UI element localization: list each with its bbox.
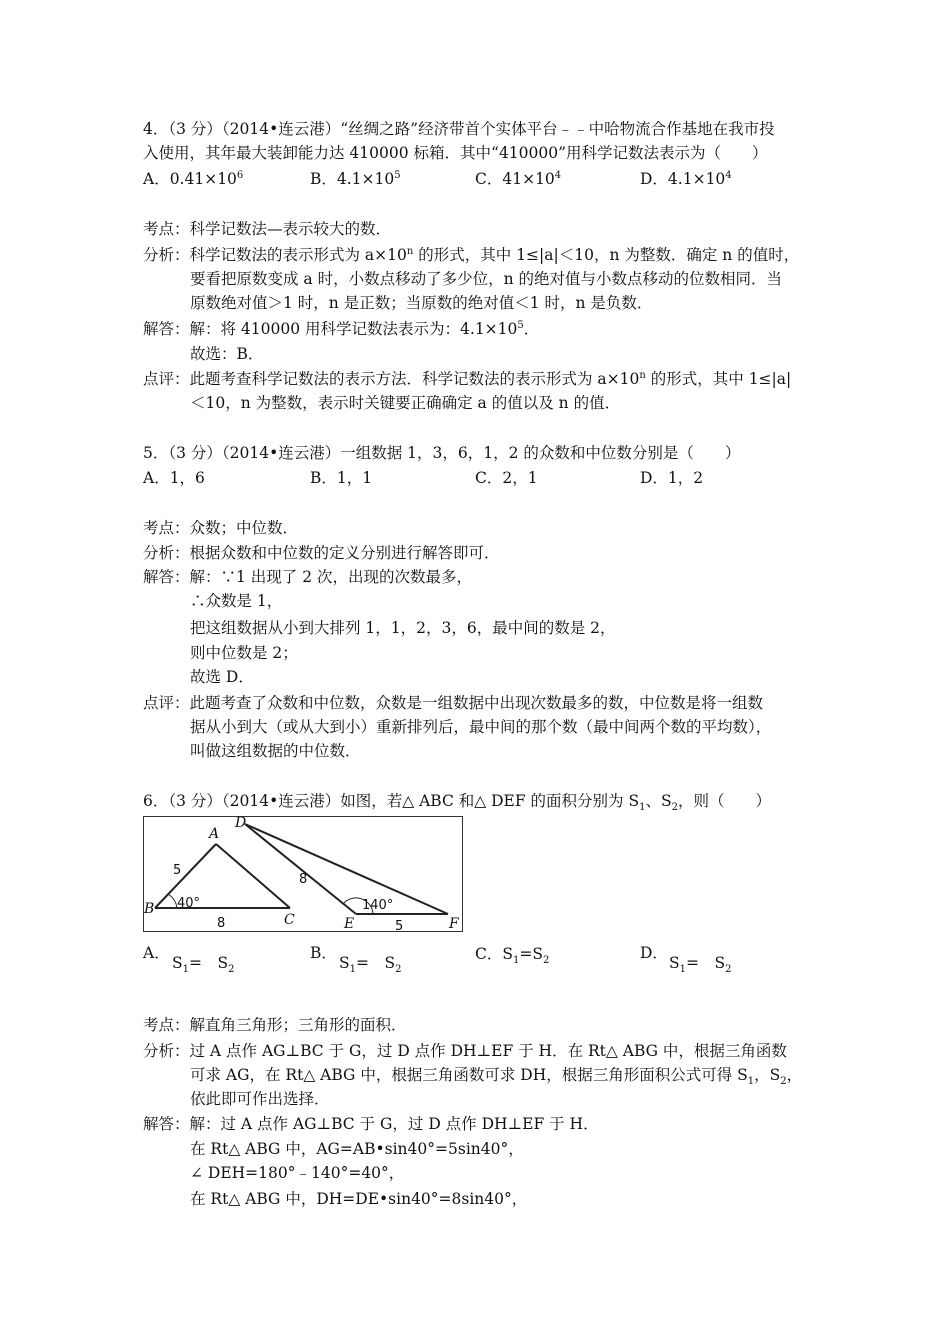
q6-option-c: C．$S_1=S_2$ xyxy=(475,945,550,967)
q4-option-b: B．$4.1\times 10^5$ xyxy=(310,169,401,188)
q6-fenxi-line2: 可求 AG，在 Rt△ ABG 中，根据三角函数可求 DH，根据三角形面积公式可得 $S_1$，$S_2$， xyxy=(190,1066,803,1088)
q4-jieda-line1: 解答：解：将 410000 用科学记数法表示为：$4.1\times 10^5$． xyxy=(143,319,540,338)
q4-stem-line1: 4．（3 分）（2014•连云港）“丝绸之路”经济带首个实体平台﹣﹣中哈物流合作基地在我市投 xyxy=(143,120,775,138)
q5-kaodian: 考点：众数；中位数． xyxy=(143,519,299,537)
q5-jieda-line4: 则中位数是 2； xyxy=(190,644,298,662)
angle-b-arc xyxy=(168,894,177,908)
q6-kaodian: 考点：解直角三角形；三角形的面积． xyxy=(143,1016,407,1034)
side-bc-length: 8 xyxy=(217,916,226,931)
q6-jieda-line3: ∠ DEH=180°﹣140°=40°， xyxy=(190,1164,405,1182)
q5-dianping-line3: 叫做这组数据的中位数． xyxy=(190,742,361,760)
q4-fenxi-line2: 要看把原数变成 a 时，小数点移动了多少位，n 的绝对值与小数点移动的位数相同．当 xyxy=(190,270,783,288)
q5-jieda-line5: 故选 D． xyxy=(190,668,254,686)
q6-option-b-letter: B． xyxy=(310,944,337,962)
angle-e-value: 140° xyxy=(362,898,394,913)
q6-jieda-line2: 在 Rt△ ABG 中，AG=AB•sin40°=5sin40°， xyxy=(190,1140,524,1158)
q6-fenxi-line1: 分析：过 A 点作 AG⊥BC 于 G，过 D 点作 DH⊥EF 于 H．在 Rt△ ABG 中，根据三角函数 xyxy=(143,1042,787,1060)
q6-stem: 6．（3 分）（2014•连云港）如图，若△ ABC 和△ DEF 的面积分别为 $S_1$、$S_2$，则（ ） xyxy=(143,792,771,814)
label-b: B xyxy=(144,901,155,917)
q4-option-d: D．$4.1\times 10^4$ xyxy=(640,169,732,188)
q6-option-d-letter: D． xyxy=(640,944,668,962)
q4-option-a: A．$0.41\times 10^6$ xyxy=(143,169,244,188)
q5-jieda-line2: ∴众数是 1， xyxy=(190,592,283,610)
q6-option-a-letter: A． xyxy=(143,944,170,962)
label-e: E xyxy=(344,916,355,932)
q5-fenxi: 分析：根据众数和中位数的定义分别进行解答即可． xyxy=(143,544,500,562)
q5-option-c: C．2，1 xyxy=(475,469,538,487)
q6-option-d-expr: $S_1=$ $S_2$ xyxy=(669,954,732,976)
triangles-figure xyxy=(143,816,463,932)
q5-dianping-line2: 据从小到大（或从大到小）重新排列后，最中间的那个数（最中间两个数的平均数）， xyxy=(190,718,772,736)
q4-stem-line2: 入使用，其年最大装卸能力达 410000 标箱．其中“410000”用科学记数法表示为（ ） xyxy=(143,144,768,162)
q4-fenxi-line3: 原数绝对值＞1 时，n 是正数；当原数的绝对值＜1 时，n 是负数． xyxy=(190,294,653,312)
side-ac xyxy=(216,844,290,908)
label-d: D xyxy=(235,816,247,831)
q5-option-b: B．1，1 xyxy=(310,469,373,487)
label-c: C xyxy=(284,912,295,928)
side-ef-length: 5 xyxy=(395,919,404,932)
q5-dianping-line1: 点评：此题考查了众数和中位数，众数是一组数据中出现次数最多的数，中位数是将一组数 xyxy=(143,694,764,712)
q4-fenxi-line1: 分析：科学记数法的表示形式为 $a\times 10^n$ 的形式，其中 1≤|a|＜10，n 为整数．确定 n 的值时， xyxy=(143,245,800,264)
q6-fenxi-line3: 依此即可作出选择． xyxy=(190,1090,330,1108)
q6-jieda-line1: 解答：解：过 A 点作 AG⊥BC 于 G，过 D 点作 DH⊥EF 于 H． xyxy=(143,1115,599,1133)
triangles-svg xyxy=(143,816,463,932)
label-f: F xyxy=(449,916,459,932)
q4-jieda-line2: 故选：B． xyxy=(190,345,264,363)
q6-jieda-line4: 在 Rt△ ABG 中，DH=DE•sin40°=8sin40°， xyxy=(190,1190,528,1208)
q5-stem: 5．（3 分）（2014•连云港）一组数据 1，3，6，1，2 的众数和中位数分别是（ ） xyxy=(143,444,741,462)
q6-option-a-expr: $S_1=$ $S_2$ xyxy=(172,954,235,976)
side-de-length: 8 xyxy=(299,872,308,887)
q4-kaodian: 考点：科学记数法—表示较大的数． xyxy=(143,220,392,238)
label-a: A xyxy=(209,826,220,842)
side-de xyxy=(245,824,356,914)
q5-option-d: D．1，2 xyxy=(640,469,704,487)
side-ab-length: 5 xyxy=(173,863,182,878)
q4-dianping-line2: ＜10，n 为整数，表示时关键要正确确定 a 的值以及 n 的值． xyxy=(190,394,621,412)
q4-option-c: C．$41\times 10^4$ xyxy=(475,169,562,188)
q5-jieda-line1: 解答：解：∵1 出现了 2 次，出现的次数最多， xyxy=(143,568,473,586)
q5-jieda-line3: 把这组数据从小到大排列 1，1，2，3，6，最中间的数是 2， xyxy=(190,619,616,637)
angle-b-value: 40° xyxy=(177,896,201,911)
q4-dianping-line1: 点评：此题考查科学记数法的表示方法．科学记数法的表示形式为 $a\times 10^n$ 的形式，其中 1≤|a| xyxy=(143,369,792,388)
q6-option-b-expr: $S_1=$ $S_2$ xyxy=(339,954,402,976)
q5-option-a: A．1，6 xyxy=(143,469,205,487)
